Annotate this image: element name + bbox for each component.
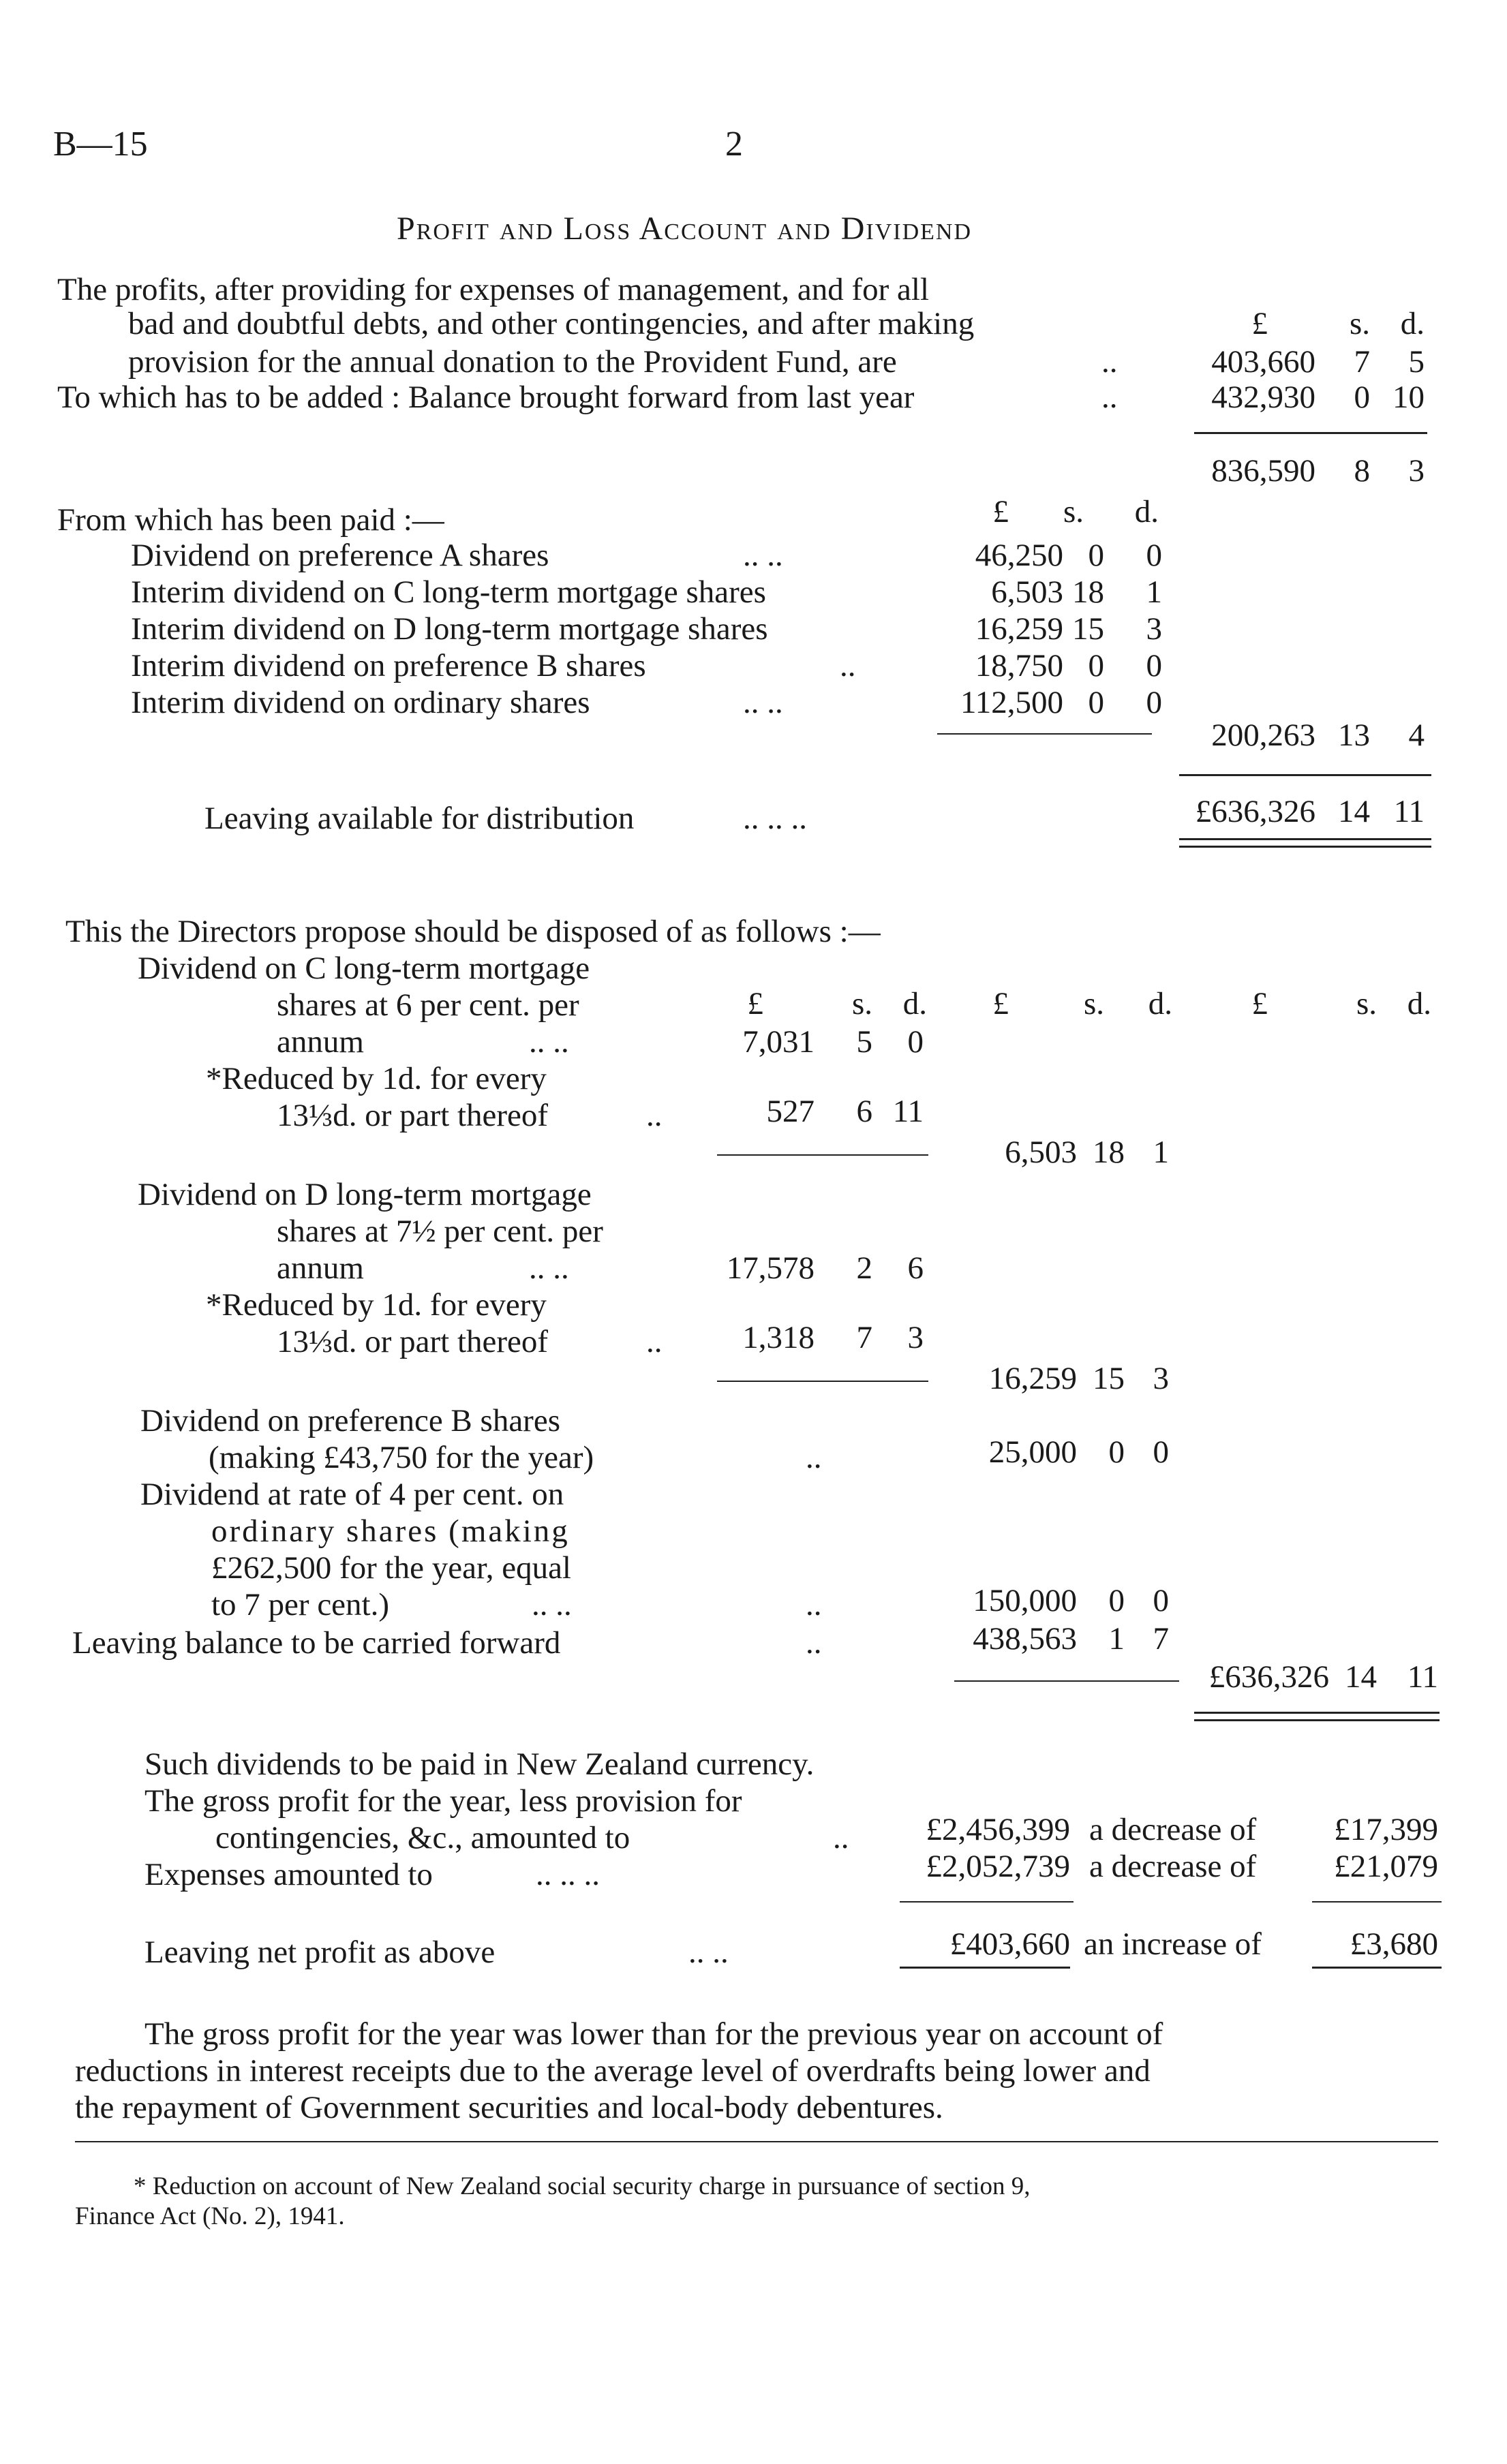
d-dividend-reduction-pounds: 1,318: [742, 1320, 815, 1355]
c-dividend-reduction-pence: 11: [892, 1094, 924, 1129]
gross-profit-change: a decrease of: [1089, 1812, 1257, 1847]
d-dividend-reduction-line2: 13⅓d. or part thereof: [277, 1324, 549, 1359]
balance-pence: 10: [1392, 380, 1425, 415]
column-b-shillings-header: s.: [1083, 986, 1104, 1021]
c-dividend-line3: annum: [277, 1024, 364, 1060]
b-dividend-line2: (making £43,750 for the year): [209, 1440, 594, 1475]
leader-dots: ..: [806, 1440, 822, 1475]
paid-heading: From which has been paid :—: [57, 502, 444, 538]
net-profit-amount: £403,660: [949, 1926, 1070, 1962]
paid-item-shillings: 0: [1088, 685, 1104, 720]
c-dividend-net-pounds: 6,503: [1005, 1135, 1077, 1170]
paid-item-label: Dividend on preference A shares: [131, 538, 549, 573]
carry-forward-shillings: 1: [1108, 1621, 1125, 1657]
net-profit-change: an increase of: [1084, 1926, 1262, 1962]
d-dividend-reduction-line1: *Reduced by 1d. for every: [206, 1287, 547, 1323]
d-dividend-line3: annum: [277, 1250, 364, 1286]
profits-text-line3: provision for the annual donation to the Provident Fund, are: [128, 344, 897, 380]
explanation-line1: The gross profit for the year was lower than for the previous year on account of: [144, 2016, 1163, 2052]
leader-dots: .. ..: [529, 1250, 569, 1286]
leader-dots: .. .. ..: [743, 801, 807, 836]
net-difference-underline: [1312, 1967, 1442, 1969]
carry-forward-pence: 7: [1153, 1621, 1169, 1657]
carry-forward-pounds: 438,563: [973, 1621, 1077, 1657]
paid-item-pence: 1: [1146, 574, 1162, 610]
b-dividend-pence: 0: [1153, 1434, 1169, 1470]
d-dividend-net-shillings: 15: [1093, 1361, 1125, 1396]
paid-item-label: Interim dividend on ordinary shares: [131, 685, 590, 720]
c-dividend-rule: [717, 1154, 928, 1156]
profit-pence: 5: [1408, 344, 1425, 380]
c-dividend-reduction-shillings: 6: [856, 1094, 872, 1129]
proposal-subtotal-rule: [954, 1680, 1179, 1682]
column-a-pence-header: d.: [902, 986, 927, 1021]
column-a-pounds-header: £: [747, 986, 763, 1021]
column-c-pounds-header: £: [1251, 986, 1268, 1021]
expenses-label: Expenses amounted to: [144, 1857, 433, 1892]
paid-item-label: Interim dividend on D long-term mortgage shares: [131, 611, 768, 647]
profits-text-line4: To which has to be added : Balance brought forward from last year: [57, 380, 915, 415]
c-dividend-line1: Dividend on C long-term mortgage: [138, 951, 590, 986]
proposal-heading: This the Directors propose should be disposed of as follows :—: [65, 914, 881, 949]
paid-item-pounds: 6,503: [991, 574, 1063, 610]
paid-total-pounds: 200,263: [1211, 718, 1315, 753]
paid-item-shillings: 15: [1072, 611, 1104, 647]
proposal-total-pence: 11: [1407, 1659, 1438, 1695]
paid-item-shillings: 18: [1072, 574, 1104, 610]
ordinary-dividend-pounds: 150,000: [973, 1583, 1077, 1618]
ordinary-dividend-pence: 0: [1153, 1583, 1169, 1618]
expenses-change: a decrease of: [1089, 1849, 1257, 1884]
c-dividend-reduction-line1: *Reduced by 1d. for every: [206, 1061, 547, 1096]
section-title: Profit and Loss Account and Dividend: [397, 211, 973, 247]
leader-dots: .. ..: [743, 685, 783, 720]
document-reference: B—15: [53, 125, 148, 164]
paid-item-pence: 0: [1146, 685, 1162, 720]
d-dividend-net-pounds: 16,259: [988, 1361, 1077, 1396]
balance-shillings: 0: [1354, 380, 1370, 415]
paid-item-shillings: 0: [1088, 648, 1104, 683]
d-dividend-rule: [717, 1381, 928, 1382]
leader-dots: .. ..: [532, 1587, 572, 1622]
net-profit-rule: [900, 1901, 1074, 1903]
leader-dots: ..: [646, 1324, 663, 1359]
profits-text-line2: bad and doubtful debts, and other contingencies, and after making: [128, 306, 975, 341]
leader-dots: .. ..: [743, 538, 783, 573]
d-dividend-reduction-pence: 3: [907, 1320, 924, 1355]
column-c-pence-header: d.: [1407, 986, 1431, 1021]
currency-note: Such dividends to be paid in New Zealand currency.: [144, 1746, 815, 1782]
c-dividend-net-shillings: 18: [1093, 1135, 1125, 1170]
gross-profit-line1: The gross profit for the year, less provision for: [144, 1783, 742, 1819]
expenses-amount: £2,052,739: [926, 1849, 1070, 1884]
balance-pounds: 432,930: [1211, 380, 1315, 415]
gross-profit-line2: contingencies, &c., amounted to: [215, 1820, 630, 1855]
leader-dots: ..: [806, 1587, 822, 1622]
paid-subtotal-rule: [937, 733, 1152, 735]
ordinary-dividend-line2: ordinary shares (making: [211, 1513, 570, 1549]
available-shillings: 14: [1338, 794, 1370, 829]
paid-item-pence: 0: [1146, 648, 1162, 683]
total-pounds: 836,590: [1211, 453, 1315, 489]
gross-profit-amount: £2,456,399: [926, 1812, 1070, 1847]
paid-header-pence: d.: [1134, 494, 1159, 529]
available-double-rule: [1179, 838, 1431, 848]
paid-header-pounds: £: [992, 494, 1009, 529]
profits-text-line1: The profits, after providing for expenses of management, and for all: [57, 272, 930, 307]
b-dividend-pounds: 25,000: [988, 1434, 1077, 1470]
leader-dots: ..: [1101, 380, 1118, 415]
column-c-shillings-header: s.: [1356, 986, 1377, 1021]
leader-dots: ..: [840, 648, 856, 683]
available-pounds: £636,326: [1195, 794, 1315, 829]
column-b-pounds-header: £: [992, 986, 1009, 1021]
leader-dots: .. .. ..: [536, 1857, 600, 1892]
leader-dots: .. ..: [529, 1024, 569, 1060]
ordinary-dividend-line1: Dividend at rate of 4 per cent. on: [140, 1477, 564, 1512]
paid-item-shillings: 0: [1088, 538, 1104, 573]
net-profit-difference: £3,680: [1350, 1926, 1438, 1962]
d-dividend-line2: shares at 7½ per cent. per: [277, 1214, 603, 1249]
expenses-difference: £21,079: [1334, 1849, 1438, 1884]
leader-dots: ..: [806, 1625, 822, 1661]
paid-item-label: Interim dividend on preference B shares: [131, 648, 646, 683]
d-dividend-net-pence: 3: [1153, 1361, 1169, 1396]
proposal-total-pounds: £636,326: [1208, 1659, 1329, 1695]
d-dividend-reduction-shillings: 7: [856, 1320, 872, 1355]
column-header-shillings: s.: [1349, 306, 1370, 341]
column-header-pence: d.: [1400, 306, 1425, 341]
c-dividend-gross-shillings: 5: [856, 1024, 872, 1060]
paid-item-pence: 0: [1146, 538, 1162, 573]
paid-item-pence: 3: [1146, 611, 1162, 647]
ordinary-dividend-line4: to 7 per cent.): [211, 1587, 390, 1622]
c-dividend-reduction-pounds: 527: [766, 1094, 815, 1129]
explanation-line2: reductions in interest receipts due to the average level of overdrafts being lower and: [75, 2053, 1151, 2089]
available-label: Leaving available for distribution: [204, 801, 635, 836]
c-dividend-reduction-line2: 13⅓d. or part thereof: [277, 1098, 549, 1133]
leader-dots: ..: [833, 1820, 849, 1855]
profit-pounds: 403,660: [1211, 344, 1315, 380]
c-dividend-line2: shares at 6 per cent. per: [277, 987, 579, 1023]
proposal-total-shillings: 14: [1345, 1659, 1377, 1695]
paid-item-pounds: 18,750: [975, 648, 1063, 683]
available-pence: 11: [1393, 794, 1425, 829]
column-header-pounds: £: [1251, 306, 1268, 341]
profit-shillings: 7: [1354, 344, 1370, 380]
paid-item-label: Interim dividend on C long-term mortgage shares: [131, 574, 766, 610]
net-profit-underline: [900, 1967, 1070, 1969]
page-number: 2: [725, 125, 743, 164]
paid-item-pounds: 16,259: [975, 611, 1063, 647]
explanation-line3: the repayment of Government securities and local-body debentures.: [75, 2090, 943, 2125]
available-rule: [1179, 774, 1431, 776]
d-dividend-gross-pence: 6: [907, 1250, 924, 1286]
paid-total-pence: 4: [1408, 718, 1425, 753]
footnote-line2: Finance Act (No. 2), 1941.: [75, 2202, 345, 2230]
column-a-shillings-header: s.: [851, 986, 872, 1021]
carry-forward-label: Leaving balance to be carried forward: [72, 1625, 561, 1661]
d-dividend-gross-pounds: 17,578: [726, 1250, 815, 1286]
net-profit-label: Leaving net profit as above: [144, 1935, 496, 1970]
footnote-line1: * Reduction on account of New Zealand social security charge in pursuance of section 9,: [134, 2172, 1031, 2200]
c-dividend-net-pence: 1: [1153, 1135, 1169, 1170]
leader-dots: ..: [1101, 344, 1118, 380]
proposal-double-rule: [1194, 1712, 1440, 1721]
total-pence: 3: [1408, 453, 1425, 489]
subtotal-rule: [1194, 432, 1427, 434]
column-b-pence-header: d.: [1148, 986, 1172, 1021]
ordinary-dividend-shillings: 0: [1108, 1583, 1125, 1618]
paid-header-shillings: s.: [1063, 494, 1084, 529]
d-dividend-line1: Dividend on D long-term mortgage: [138, 1177, 592, 1212]
leader-dots: .. ..: [688, 1935, 729, 1970]
net-difference-rule: [1312, 1901, 1442, 1903]
paid-item-pounds: 112,500: [960, 685, 1063, 720]
b-dividend-line1: Dividend on preference B shares: [140, 1403, 560, 1438]
gross-profit-difference: £17,399: [1334, 1812, 1438, 1847]
paid-item-pounds: 46,250: [975, 538, 1063, 573]
paid-total-shillings: 13: [1338, 718, 1370, 753]
d-dividend-gross-shillings: 2: [856, 1250, 872, 1286]
total-shillings: 8: [1354, 453, 1370, 489]
ordinary-dividend-line3: £262,500 for the year, equal: [211, 1550, 571, 1586]
leader-dots: ..: [646, 1098, 663, 1133]
c-dividend-gross-pounds: 7,031: [742, 1024, 815, 1060]
c-dividend-gross-pence: 0: [907, 1024, 924, 1060]
b-dividend-shillings: 0: [1108, 1434, 1125, 1470]
footnote-separator: [75, 2141, 1438, 2142]
